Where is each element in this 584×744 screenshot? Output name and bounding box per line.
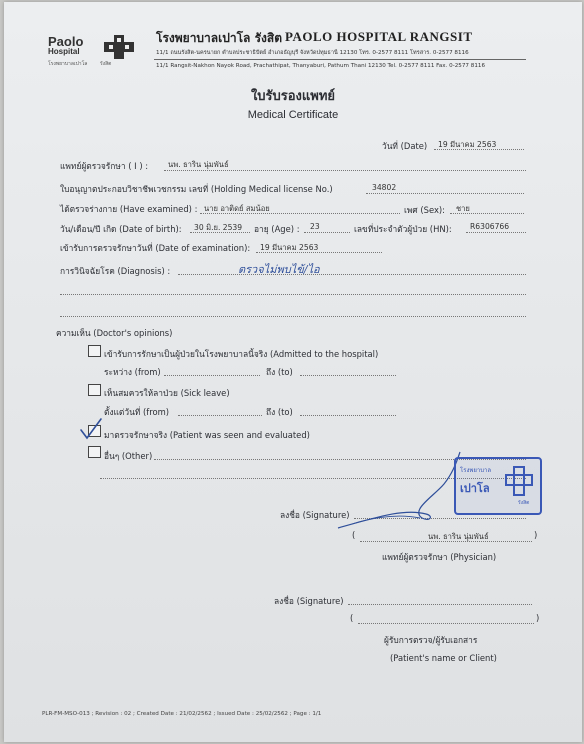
exam-date-line (256, 252, 382, 253)
medical-certificate-page (4, 2, 582, 742)
admitted-to-line (300, 375, 396, 376)
sex-label: เพศ (Sex): (404, 205, 445, 215)
diagnosis-handwritten-value: ตรวจไม่พบไข้/ไอ (238, 263, 320, 276)
doctor-line (164, 170, 526, 171)
date-value: 19 มีนาคม 2563 (438, 140, 497, 149)
logo-name2: Hospital (48, 47, 80, 56)
certificate-title-english: Medical Certificate (247, 109, 339, 121)
patient-signature-label: ลงชื่อ (Signature) (274, 596, 344, 606)
license-line (366, 193, 524, 194)
hn-line (466, 232, 526, 233)
physician-signature-label: ลงชื่อ (Signature) (280, 510, 350, 520)
admitted-checkbox[interactable] (88, 345, 101, 357)
patient-name-open-paren: ( (350, 613, 354, 623)
patient-name-close-paren: ) (536, 613, 540, 623)
patient-role-english: (Patient's name or Client) (390, 653, 497, 663)
admitted-from-label: ระหว่าง (from) (104, 367, 161, 377)
license-label: ใบอนุญาตประกอบวิชาชีพเวชกรรม เลขที่ (Holding Medical license No.) (60, 184, 333, 194)
stamp-cross-icon (504, 465, 534, 497)
admitted-label: เข้ารับการรักษาเป็นผู้ป่วยในโรงพยาบาลนี้จริง (Admitted to the hospital) (104, 349, 379, 359)
sick-leave-to-line (300, 415, 396, 416)
admitted-to-label: ถึง (to) (266, 367, 293, 377)
dob-line (190, 232, 250, 233)
patient-name-line (358, 623, 534, 624)
examined-value: นาย อาติดย์ สมน้อย (204, 204, 270, 213)
doctor-value: นพ. ธาริน นุ่มพันธ์ (168, 160, 229, 169)
certificate-title-thai: ใบรับรองแพทย์ (250, 89, 336, 104)
diagnosis-line-1 (178, 274, 526, 275)
physician-name-close-paren: ) (534, 530, 538, 540)
sick-leave-to-label: ถึง (to) (266, 407, 293, 417)
date-label: วันที่ (Date) (382, 141, 428, 151)
cross-logo-icon (100, 34, 140, 60)
hospital-address-thai: 11/1 ถนนรังสิต-นครนายก ตำบลประชาธิปัตย์ อำเภอธัญบุรี จังหวัดปทุมธานี 12130 โทร. 0-2577 8111 โทรสาร. 0-2577 8116 (156, 50, 469, 56)
examined-line (200, 213, 400, 214)
patient-role-thai: ผู้รับการตรวจ/ผู้รับเอกสาร (384, 635, 478, 645)
sex-value: ชาย (456, 204, 470, 213)
other-checkbox[interactable] (88, 446, 101, 458)
sick-leave-checkbox[interactable] (88, 384, 101, 396)
admitted-from-line (164, 375, 260, 376)
hn-value: R6306766 (470, 222, 510, 231)
sick-leave-from-line (178, 415, 262, 416)
age-label: อายุ (Age) : (254, 224, 300, 234)
opinions-heading: ความเห็น (Doctor's opinions) (56, 328, 173, 338)
sex-line (450, 213, 524, 214)
hospital-name-english: PAOLO HOSPITAL RANGSIT (285, 29, 473, 44)
handwritten-signature (334, 442, 464, 532)
diagnosis-line-2 (60, 294, 526, 295)
diagnosis-line-3 (60, 316, 526, 317)
hn-label: เลขที่ประจำตัวผู้ป่วย (HN): (354, 224, 452, 234)
hospital-address-english: 11/1 Rangsit-Nakhon Nayok Road, Prachathipat, Thanyaburi, Pathum Thani 12130 Tel. 0-2577 8111 Fax. 0-2577 8116 (156, 63, 486, 69)
age-value: 23 (310, 222, 320, 231)
license-value: 34802 (372, 183, 397, 192)
logo-name: Paolo (48, 34, 84, 49)
header-divider (154, 59, 526, 60)
age-line (304, 232, 350, 233)
date-line (434, 149, 524, 150)
hospital-name-thai: โรงพยาบาลเปาโล รังสิต (156, 31, 282, 45)
sick-leave-label: เห็นสมควรให้ลาป่วย (Sick leave) (104, 388, 230, 398)
stamp-line2: เปาโล (460, 482, 490, 495)
exam-date-label: เข้ารับการตรวจรักษาวันที่ (Date of examination): (60, 243, 251, 253)
other-label: อื่นๆ (Other) (104, 451, 153, 461)
checkmark-icon (78, 416, 104, 442)
seen-label: มาตรวจรักษาจริง (Patient was seen and evaluated) (104, 430, 310, 440)
sick-leave-from-label: ตั้งแต่วันที่ (from) (104, 407, 169, 417)
physician-name: นพ. ธาริน นุ่มพันธ์ (428, 532, 489, 541)
dob-value: 30 มิ.ย. 2539 (194, 223, 243, 232)
physician-name-line (360, 541, 532, 542)
stamp-line3: รังสิต (518, 500, 530, 506)
physician-role: แพทย์ผู้ตรวจรักษา (Physician) (382, 552, 497, 562)
doctor-label: แพทย์ผู้ตรวจรักษา ( I ) : (60, 161, 149, 171)
physician-name-open-paren: ( (352, 530, 356, 540)
stamp-line1: โรงพยาบาล (460, 467, 492, 474)
dob-label: วัน/เดือน/ปี เกิด (Date of birth): (60, 224, 182, 234)
hospital-logo (48, 32, 142, 72)
logo-tagline: โรงพยาบาลเปาโล (48, 61, 88, 67)
logo-tagline2: รังสิต (100, 61, 112, 67)
examined-label: ได้ตรวจร่างกาย (Have examined) : (60, 204, 198, 214)
patient-signature-line (348, 604, 532, 605)
hospital-stamp (454, 457, 542, 515)
form-footer: PLR-FM-MSO-013 ; Revision : 02 ; Created Date : 21/02/2562 ; Issued Date : 25/02/2562 ; Page : 1/1 (42, 711, 322, 717)
exam-date-value: 19 มีนาคม 2563 (260, 243, 319, 252)
diagnosis-label: การวินิจฉัยโรค (Diagnosis) : (60, 266, 171, 276)
